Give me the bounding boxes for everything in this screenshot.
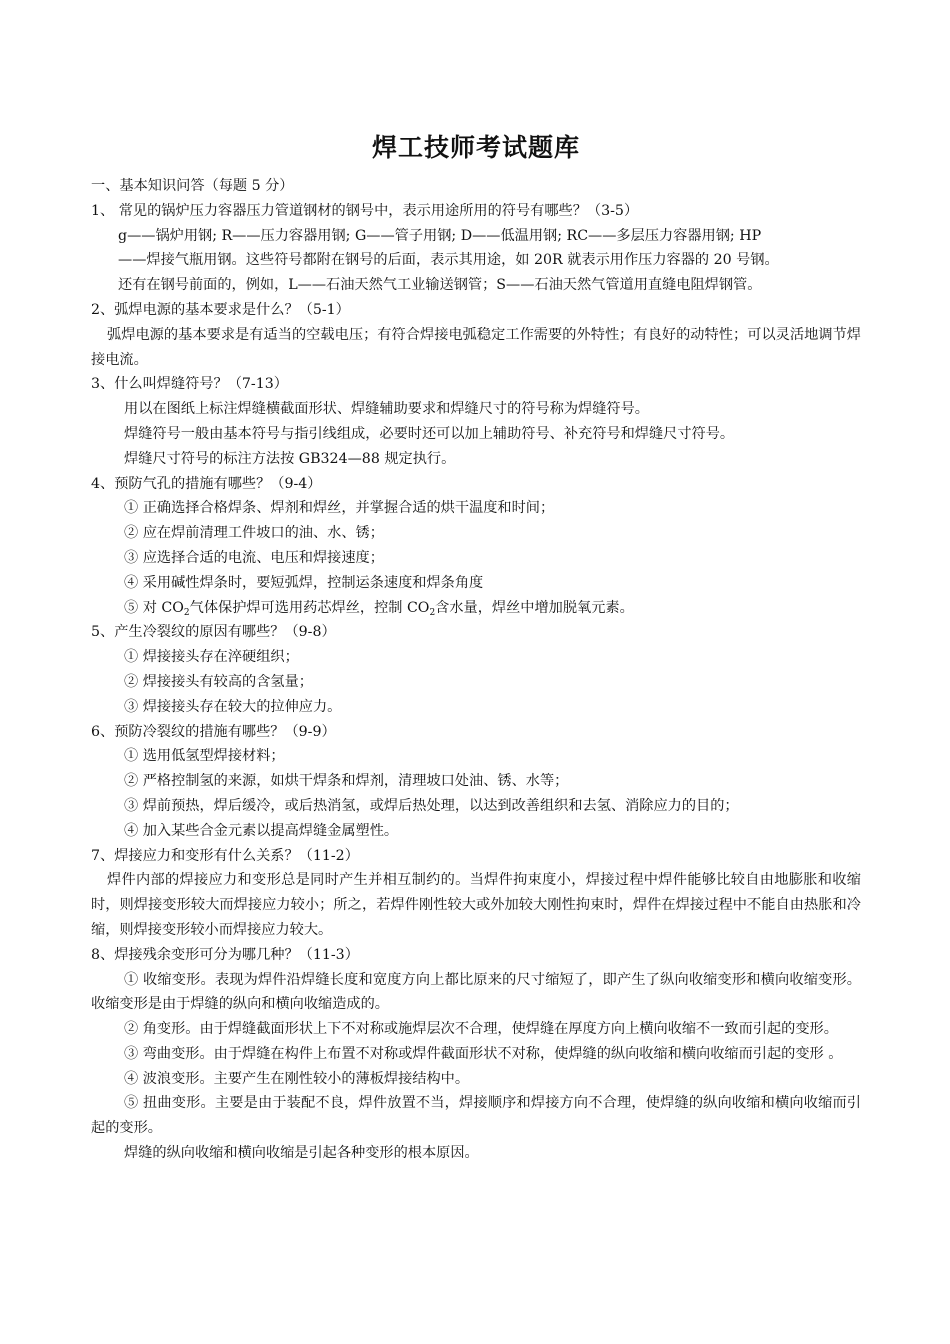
answer-5-item-1: ① 焊接接头存在淬硬组织；: [124, 649, 299, 666]
answer-5-item-2: ② 焊接接头有较高的含氢量；: [124, 673, 313, 690]
answer-6-item-3: ③ 焊前预热，焊后缓冷，或后热消氢，或焊后热处理，以达到改善组织和去氢、消除应力的目的；: [124, 797, 739, 814]
answer-4-item-3: ③ 应选择合适的电流、电压和焊接速度；: [124, 549, 384, 566]
answer-4-item-5: [91, 596, 861, 621]
answer-8-summary: 焊缝的纵向收缩和横向收缩是引起各种变形的根本原因。: [124, 1145, 479, 1162]
answer-8-item-5: ⑤ 扭曲变形。主要是由于装配不良，焊件放置不当，焊接顺序和焊接方向不合理，使焊缝的纵向收缩和横向收缩而引起的变形。: [91, 1095, 861, 1137]
subscript-2: 2: [429, 607, 436, 618]
document-page: [91, 130, 861, 1166]
question-6: 6、预防冷裂纹的措施有哪些？（9-9）: [91, 723, 336, 740]
answer-5-item-3: ③ 焊接接头存在较大的拉伸应力。: [124, 698, 342, 715]
answer-4-item-4: ④ 采用碱性焊条时，要短弧焊，控制运条速度和焊条角度: [124, 574, 484, 591]
answer-1-line-1: g——锅炉用钢; R——压力容器用钢; G——管子用钢; D——低温用钢; RC——多层压力容器用钢; HP: [118, 227, 762, 244]
page-title: 焊工技师考试题库: [371, 133, 580, 162]
answer-4-item-5-part-b: 气体保护焊可选用药芯焊丝，控制 CO: [189, 599, 430, 616]
question-5: 5、产生冷裂纹的原因有哪些？（9-8）: [91, 624, 336, 641]
answer-8-item-3: ③ 弯曲变形。由于焊缝在构件上布置不对称或焊件截面形状不对称，使焊缝的纵向收缩和横向收缩而引起的变形 。: [124, 1045, 843, 1062]
answer-6-item-4: ④ 加入某些合金元素以提高焊缝金属塑性。: [124, 822, 399, 839]
answer-3-line-3: 焊缝尺寸符号的标注方法按 GB324—88 规定执行。: [124, 450, 456, 467]
answer-2: 弧焊电源的基本要求是有适当的空载电压；有符合焊接电弧稳定工作需要的外特性；有良好的动特性；可以灵活地调节焊接电流。: [91, 326, 861, 368]
question-7: 7、焊接应力和变形有什么关系？（11-2）: [91, 847, 359, 864]
answer-3-line-2: 焊缝符号一般由基本符号与指引线组成，必要时还可以加上辅助符号、补充符号和焊缝尺寸符号。: [124, 425, 735, 442]
answer-7: 焊件内部的焊接应力和变形总是同时产生并相互制约的。当焊件拘束度小，焊接过程中焊件能够比较自由地膨胀和收缩时，则焊接变形较大而焊接应力较小；所之，若焊件刚性较大或外加较大刚性拘束时，焊件在焊接过程中不能自由热胀和冷缩，则焊接变形较小而焊接应力较大。: [91, 872, 861, 938]
answer-8-item-2: ② 角变形。由于焊缝截面形状上下不对称或施焊层次不合理，使焊缝在厚度方向上横向收缩不一致而引起的变形。: [124, 1021, 838, 1038]
subscript-2: 2: [183, 607, 190, 618]
answer-1-line-3: 还有在钢号前面的，例如，L——石油天然气工业输送钢管；S——石油天然气管道用直缝电阻焊钢管。: [118, 277, 762, 294]
question-2: 2、弧焊电源的基本要求是什么？（5-1）: [91, 301, 350, 318]
answer-3-line-1: 用以在图纸上标注焊缝横截面形状、焊缝辅助要求和焊缝尺寸的符号称为焊缝符号。: [124, 401, 649, 418]
answer-6-item-2: ② 严格控制氢的来源，如烘干焊条和焊剂，清理坡口处油、锈、水等；: [124, 773, 569, 790]
question-3: 3、什么叫焊缝符号？（7-13）: [91, 376, 288, 393]
answer-4-item-5-part-a: ⑤ 对 CO: [124, 599, 184, 616]
answer-8-item-4: ④ 波浪变形。主要产生在刚性较小的薄板焊接结构中。: [124, 1070, 470, 1087]
question-8: 8、焊接残余变形可分为哪几种？（11-3）: [91, 946, 359, 963]
question-1: 1、 常见的锅炉压力容器压力管道钢材的钢号中，表示用途所用的符号有哪些？（3-5）: [91, 202, 639, 219]
answer-6-item-1: ① 选用低氢型焊接材料；: [124, 748, 285, 765]
answer-4-item-5-part-c: 含水量，焊丝中增加脱氧元素。: [435, 599, 634, 616]
answer-1-line-2: ——焊接气瓶用钢。这些符号都附在钢号的后面，表示其用途，如 20R 就表示用作压力容器的 20 号钢。: [118, 252, 779, 269]
answer-4-item-2: ② 应在焊前清理工件坡口的油、水、锈；: [124, 525, 384, 542]
question-4: 4、预防气孔的措施有哪些？（9-4）: [91, 475, 322, 492]
answer-4-item-1: ① 正确选择合格焊条、焊剂和焊丝，并掌握合适的烘干温度和时间；: [124, 500, 555, 517]
section-heading: 一、基本知识问答（每题 5 分）: [91, 178, 294, 194]
answer-8-item-1: ① 收缩变形。表现为焊件沿焊缝长度和宽度方向上都比原来的尺寸缩短了，即产生了纵向收缩变形和横向收缩变形。收缩变形是由于焊缝的纵向和横向收缩造成的。: [91, 971, 861, 1013]
